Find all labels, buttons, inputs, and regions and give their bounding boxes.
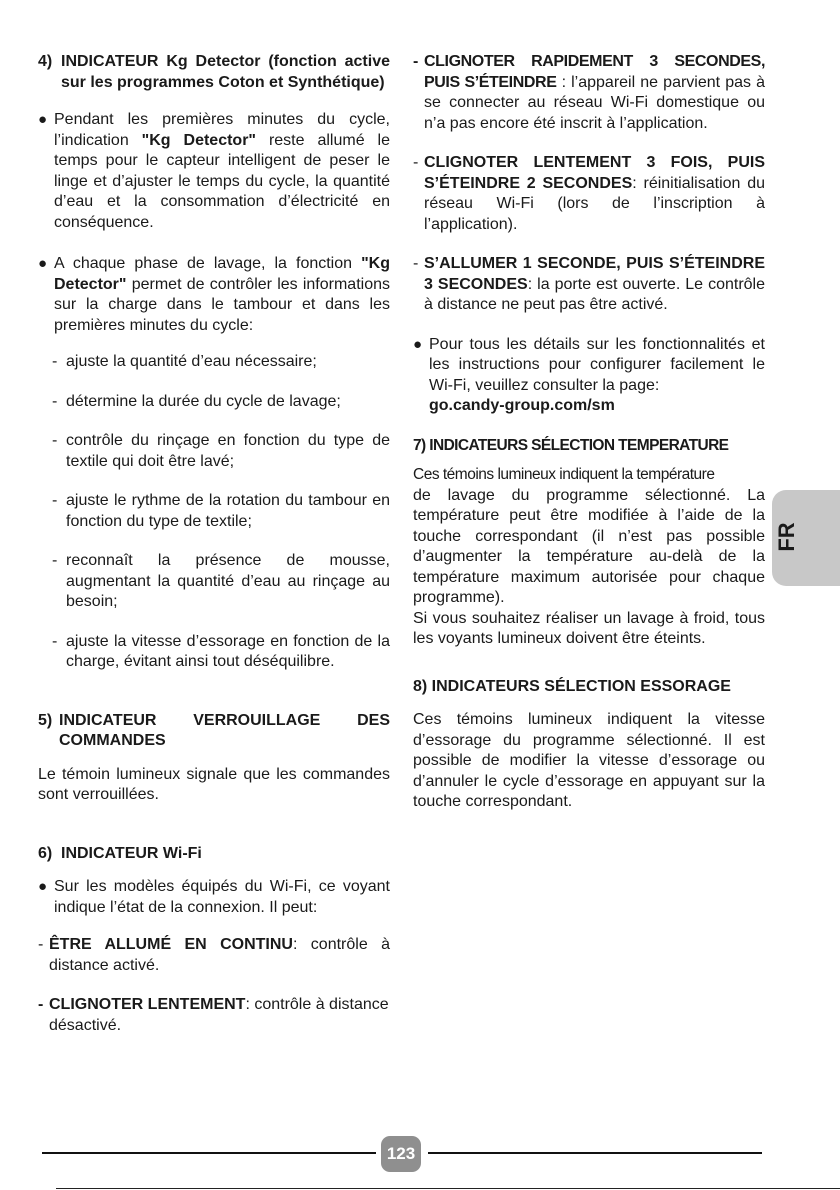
bullet-text: Pendant les premières minutes du cycle, l’indication "Kg Detector" reste allumé le temps pour le capteur intelligent de peser le linge et d’ajuster le temps du cycle, la quantité d’eau et la consommation d’électricité en conséquence. xyxy=(54,111,390,231)
wifi-state-item: - CLIGNOTER RAPIDEMENT 3 SECONDES, PUIS S’ÉTEINDRE : l’appareil ne parvient pas à se connecter au réseau Wi-Fi domestique ou n’a pas encore été inscrit à l’application. xyxy=(413,53,765,132)
section-7-heading: 7) INDICATEURS SÉLECTION TEMPERATURE xyxy=(413,436,729,454)
bullet-item xyxy=(413,335,765,417)
left-column xyxy=(38,52,390,1036)
bullet-icon: ● xyxy=(38,255,48,272)
section-5-text: Le témoin lumineux signale que les commandes sont verrouillées. xyxy=(38,765,390,803)
section-4-heading xyxy=(38,52,390,93)
section-6-heading xyxy=(38,844,390,865)
bullet-item xyxy=(38,877,390,918)
list-item: - ajuste le rythme de la rotation du tambour en fonction du type de textile; xyxy=(52,492,390,530)
bullet-icon: ● xyxy=(38,878,48,895)
bullet-icon: ● xyxy=(38,111,48,128)
section-title: INDICATEUR VERROUILLAGE DES COMMANDES xyxy=(59,711,390,749)
bottom-divider xyxy=(56,1188,840,1189)
list-item: - ajuste la vitesse d’essorage en fonction de la charge, évitant ainsi tout déséquilibre. xyxy=(52,632,390,670)
list-item: - ajuste la quantité d’eau nécessaire; xyxy=(52,353,317,370)
footer-rule-left xyxy=(42,1152,376,1154)
right-column xyxy=(413,52,765,813)
language-tab-label: FR xyxy=(773,522,799,552)
bullet-text: Pour tous les détails sur les fonctionnalités et les instructions pour configurer facilement le Wi-Fi, veuillez consulter la page: go.candy-group.com/sm xyxy=(429,335,765,414)
wifi-state-item: - S’ALLUMER 1 SECONDE, PUIS S’ÉTEINDRE 3 SECONDES: la porte est ouverte. Le contrôle à distance ne peut pas être activé. xyxy=(413,255,765,313)
section-number: 6) xyxy=(38,844,53,862)
section-8-heading: 8) INDICATEURS SÉLECTION ESSORAGE xyxy=(413,677,731,695)
wifi-state-item: - CLIGNOTER LENTEMENT: contrôle à distance désactivé. xyxy=(38,996,389,1034)
list-item: - contrôle du rinçage en fonction du type de textile qui doit être lavé; xyxy=(52,432,390,470)
page-number: 123 xyxy=(381,1136,421,1172)
wifi-state-item: - CLIGNOTER LENTEMENT 3 FOIS, PUIS S’ÉTEINDRE 2 SECONDES: réinitialisation du réseau Wi-Fi (lors de l’inscription à l’application). xyxy=(413,154,765,233)
bullet-item xyxy=(38,110,390,233)
language-tab xyxy=(772,490,840,586)
section-number: 4) xyxy=(38,53,53,70)
list-item: - détermine la durée du cycle de lavage; xyxy=(52,392,341,410)
section-title: INDICATEUR Kg Detector (fonction active sur les programmes Coton et Synthétique) xyxy=(61,53,390,91)
wifi-state-item: - ÊTRE ALLUMÉ EN CONTINU: contrôle à distance activé. xyxy=(38,936,391,974)
section-number: 5) xyxy=(38,711,53,729)
section-7-text-2: Si vous souhaitez réaliser un lavage à froid, tous les voyants lumineux doivent être éteints. xyxy=(413,609,765,647)
bullet-text: A chaque phase de lavage, la fonction "Kg Detector" permet de contrôler les informations sur la charge dans le tambour et dans les premières minutes du cycle: xyxy=(54,255,390,334)
bullet-item xyxy=(38,254,390,336)
footer-rule-right xyxy=(428,1152,762,1154)
list-item: - reconnaît la présence de mousse, augmentant la quantité d’eau au rinçage au besoin; xyxy=(52,552,390,610)
support-link: go.candy-group.com/sm xyxy=(429,397,615,414)
section-7-text: de lavage du programme sélectionné. La température peut être modifiée à l’aide de la touche correspondant (il n’est pas possible d’augmenter la température au-delà de la température maximum autorisée pour chaque programme). xyxy=(413,486,765,606)
section-title: INDICATEUR Wi-Fi xyxy=(61,844,202,862)
section-5-heading xyxy=(38,711,390,752)
section-8-text: Ces témoins lumineux indiquent la vitesse d’essorage du programme sélectionné. Il est possible de modifier la vitesse d’essorage ou d’annuler le cycle d’essorage en appuyant sur la touche correspondant. xyxy=(413,711,765,810)
bullet-text: Sur les modèles équipés du Wi-Fi, ce voyant indique l’état de la connexion. Il peut: xyxy=(54,878,390,916)
bullet-icon: ● xyxy=(413,335,423,353)
section-7-lead: Ces témoins lumineux indiquent la température xyxy=(413,466,715,483)
